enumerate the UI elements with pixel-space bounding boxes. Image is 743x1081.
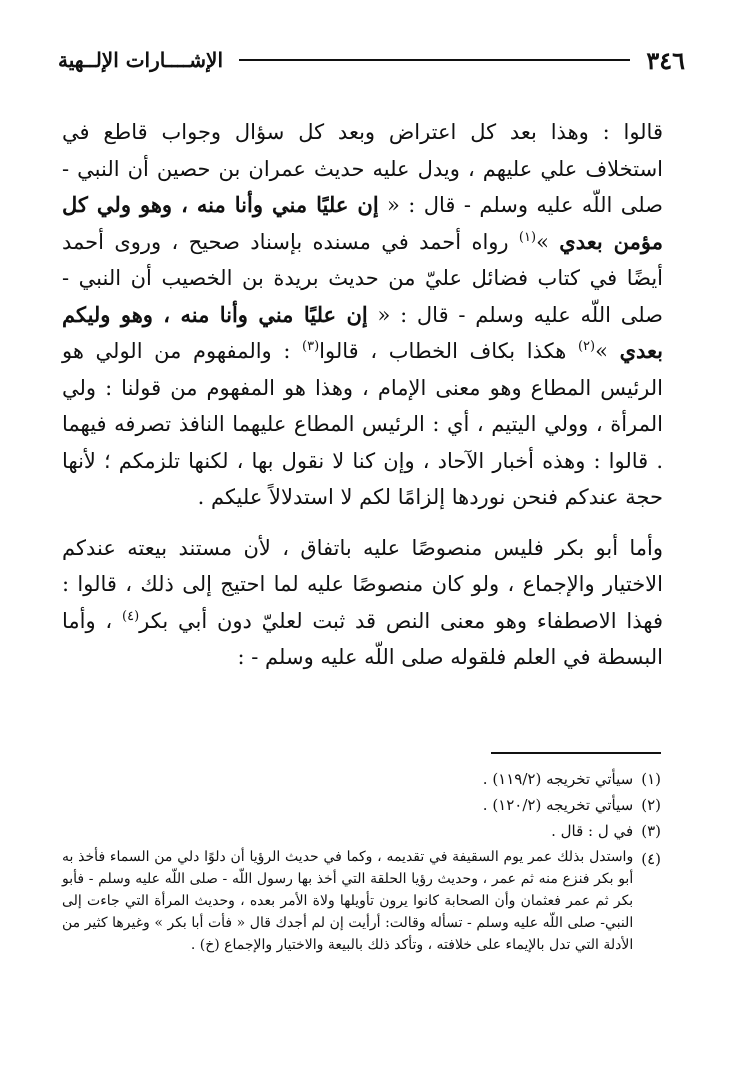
footnote-ref-2: (٢): [577, 339, 596, 354]
footnote-ref-1: (١): [518, 229, 537, 245]
running-header: [58, 40, 685, 80]
footnote-text: واستدل بذلك عمر يوم السقيفة في تقديمه ، وكما في حديث الرؤيا أن دلوًا دلي من السماء فأخذ به أبو بكر فنزع منه ثم عمر ، وحديث رؤيا الحلقة التي أخذ بها رسول اللّه - صلى اللّه عليه وسلم - فأبو بكر ثم عمر فعثمان وأن الصحابة كانوا يرون تأويلها ولاة الأمر بعده ، وحديث المرأة التي جاءت إلى النبي- صلى اللّه عليه وسلم - تسأله وقالت: أرأيت إن لم أجدك قال « فأت أبا بكر » وغيرها كثير من الأدلة التي تدل بالإيماء على خلافته ، وتأكد ذلك بالبيعة والاختيار والإجماع (خ) .: [62, 849, 634, 953]
paragraph-2: [62, 530, 663, 676]
text-run: قالوا : وهذا بعد كل اعتراض وبعد كل سؤال وجواب قاطع في استخلاف علي عليهم ، ويدل عليه حديث عمران بن حصين أن النبي - صلى اللّه عليه وسلم - قال : «: [62, 120, 663, 217]
text-run: رواه أحمد في مسنده بإسناد صحيح ، وروى أحمد أيضًا في كتاب فضائل عليّ من حديث بريدة بن الخصيب أن النبي - صلى اللّه عليه وسلم - قال : «: [62, 229, 663, 327]
paragraph-1: [62, 114, 663, 516]
footnote-ref-3: (٣): [302, 339, 320, 354]
footnote-1: [62, 766, 661, 792]
footnotes: [62, 766, 661, 956]
footnote-separator: [491, 752, 661, 754]
text-run: »: [536, 229, 560, 254]
footnote-ref-4: (٤): [122, 608, 140, 624]
text-run: هكذا بكاف الخطاب ، قالوا: [319, 339, 578, 363]
running-title: الإشــــارات الإلــهية: [58, 48, 224, 72]
bold-hadith-quote: إن عليًا مني وأنا منه ، وهو وليكم بعدي: [62, 301, 663, 363]
footnote-number: (٣): [641, 822, 661, 840]
footnote-text: سيأتي تخريجه (١٢٠/٢) .: [482, 796, 634, 814]
footnote-number: (٢): [641, 796, 661, 814]
footnote-number: (١): [641, 770, 661, 788]
main-text: [62, 114, 663, 676]
text-run: وأما أبو بكر فليس منصوصًا عليه باتفاق ، لأن مستند بيعته عندكم الاختيار والإجماع ، ولو كان منصوصًا عليه لما احتيج إلى ذلك ، قالوا : فهذا الاصطفاء وهو معنى النص قد ثبت لعليّ دون أبي بكر: [62, 535, 663, 633]
footnote-number: (٤): [641, 850, 661, 868]
footnote-3: [62, 818, 661, 844]
text-run: »: [595, 339, 620, 363]
header-rule: [239, 59, 630, 61]
footnote-2: [62, 792, 661, 818]
bold-hadith-quote: إن عليًا مني وأنا منه ، وهو ولي كل مؤمن بعدي: [62, 192, 664, 254]
footnote-text: سيأتي تخريجه (١١٩/٢) .: [482, 770, 634, 788]
text-run: : والمفهوم من الولي هو الرئيس المطاع وهو معنى الإمام ، وهذا هو المفهوم من قولنا : ولي المرأة ، وولي اليتيم ، أي : الرئيس المطاع عليهما النافذ تصرفه فيهما . قالوا : وهذه أخبار الآحاد ، وإن كنا لا نقول بها ، لكنها تلزمكم ؛ لأنها حجة عندكم فنحن نوردها إلزامًا لكم لا استدلالاً عليكم .: [62, 339, 663, 509]
footnote-4: [62, 846, 661, 956]
footnote-text: في ل : قال .: [551, 822, 634, 840]
text-run: ، وأما البسطة في العلم فلقوله صلى اللّه عليه وسلم - :: [62, 608, 663, 669]
page-number: ٣٤٦: [646, 45, 685, 75]
